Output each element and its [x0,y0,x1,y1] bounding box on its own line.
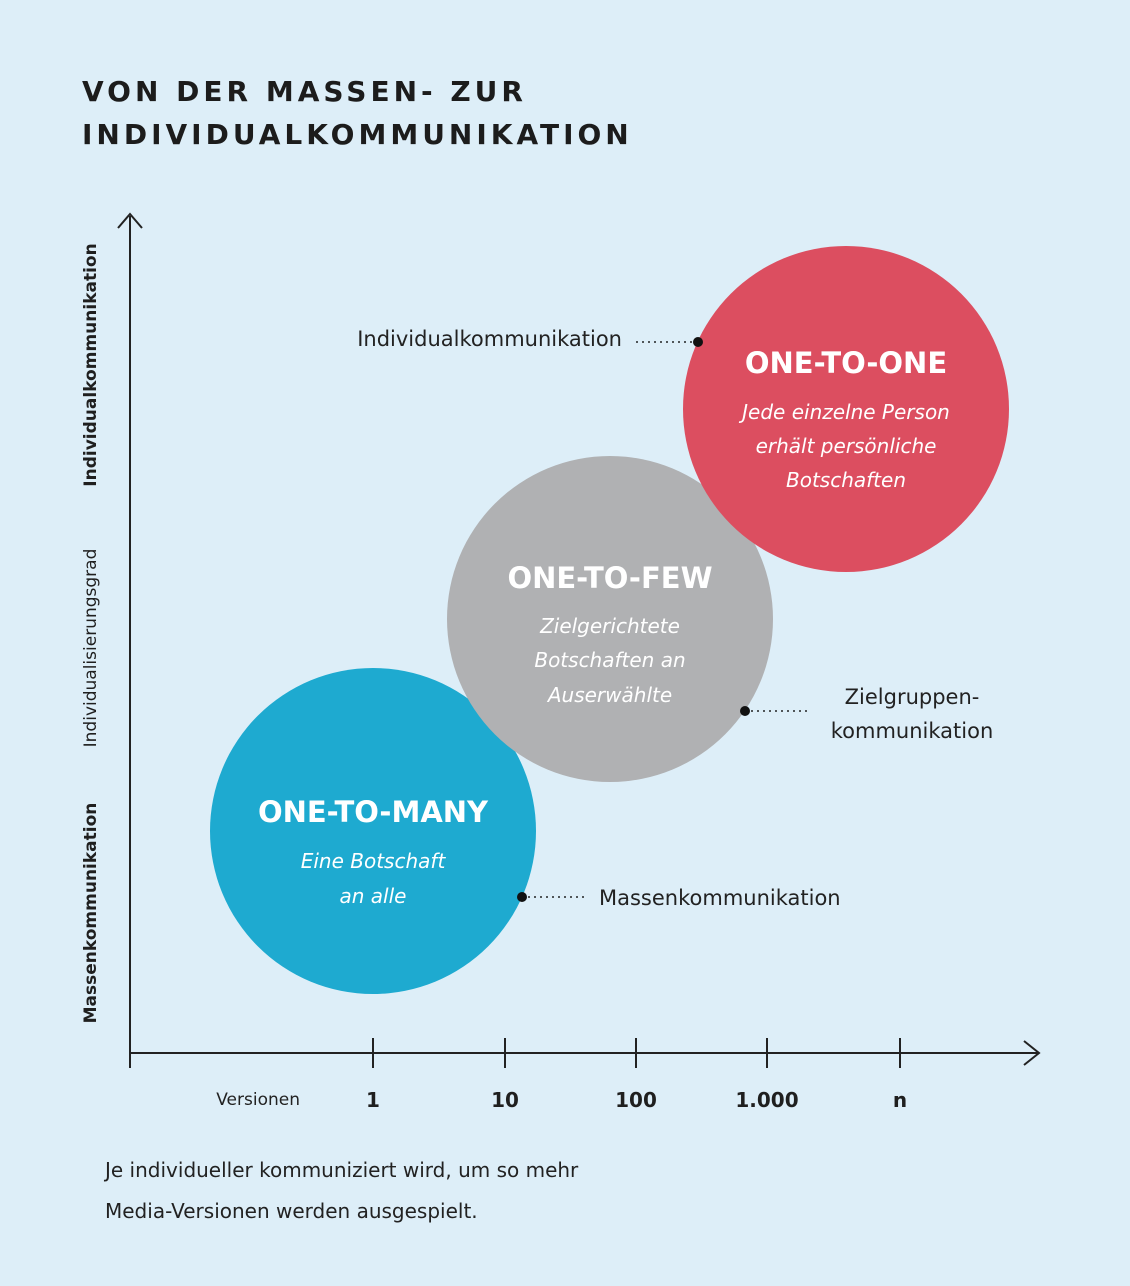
x-tick-label-3: 1.000 [735,1088,799,1112]
y-label-middle: Individualisierungsgrad [81,548,101,748]
y-label-top: Individualkommunikation [81,243,101,487]
circle-one-to-one [683,246,1009,572]
marker-individual [693,337,703,347]
annotation-massenkommunikation [517,886,841,910]
x-axis-ticks [366,1038,907,1112]
title-line-2: INDIVIDUALKOMMUNIKATION [82,118,633,151]
footnote [105,1150,1005,1232]
footnote-line-1: Je individueller kommuniziert wird, um so mehr [105,1158,579,1182]
annotation-massen-text: Massenkommunikation [599,886,841,910]
circle-one-to-many-title: ONE-TO-MANY [257,795,489,829]
footnote-line-2: Media-Versionen werden ausgespielt. [105,1199,478,1223]
circle-one-to-few-subtitle-3: Auserwählte [547,683,673,707]
annotation-individual-text: Individualkommunikation [357,327,622,351]
circle-one-to-one-subtitle-1: Jede einzelne Person [742,400,950,424]
circle-one-to-few-title: ONE-TO-FEW [507,561,713,595]
y-axis-labels [81,243,101,1023]
x-tick-label-4: n [892,1088,908,1112]
annotation-zielgruppen-text-2: kommunikation [830,719,994,743]
x-tick-label-0: 1 [366,1088,380,1112]
annotation-individualkommunikation [357,327,703,351]
y-label-bottom: Massenkommunikation [81,802,101,1024]
x-axis-caption: Versionen [216,1090,300,1110]
annotation-zielgruppen-text-1: Zielgruppen- [844,685,980,709]
circle-one-to-few-subtitle-1: Zielgerichtete [540,614,680,638]
circle-one-to-one-title: ONE-TO-ONE [744,346,948,380]
circle-one-to-few-subtitle-2: Botschaften an [534,648,686,672]
marker-massen [517,892,527,902]
circle-one-to-many-subtitle-1: Eine Botschaft [300,849,446,873]
circle-one-to-many-subtitle-2: an alle [339,884,407,908]
x-tick-label-1: 10 [491,1088,519,1112]
x-tick-label-2: 100 [615,1088,657,1112]
title-line-1: VON DER MASSEN- ZUR [82,75,527,108]
marker-zielgruppen [740,706,750,716]
circle-one-to-one-subtitle-3: Botschaften [785,468,907,492]
annotation-zielgruppenkommunikation [740,685,993,743]
circle-one-to-one-subtitle-2: erhält persönliche [755,434,937,458]
